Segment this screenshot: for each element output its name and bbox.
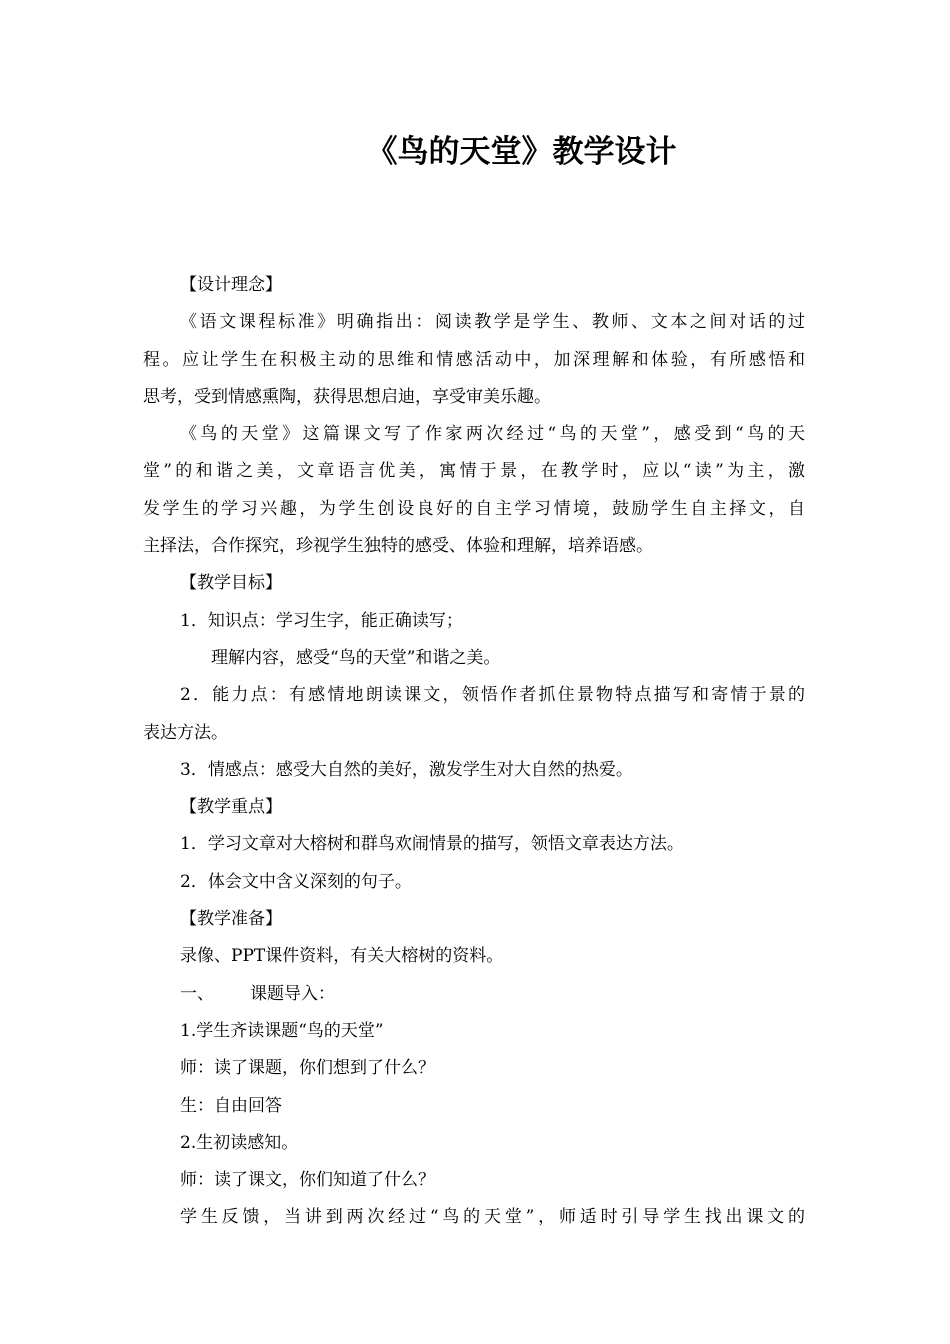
- paragraph-line: 《语文课程标准》明确指出：阅读教学是学生、教师、文本之间对话的过: [180, 312, 805, 333]
- paragraph-line: 录像、PPT课件资料，有关大榕树的资料。: [180, 946, 504, 967]
- list-item: 1．学习文章对大榕树和群鸟欢闹情景的描写，领悟文章表达方法。: [180, 834, 684, 855]
- section-heading-preparation: 【教学准备】: [180, 909, 282, 930]
- paragraph-line: 主择法，合作探究，珍视学生独特的感受、体验和理解，培养语感。: [143, 536, 653, 557]
- paragraph-line: 堂”的和谐之美，文章语言优美，寓情于景，在教学时，应以“读”为主，激: [143, 461, 805, 482]
- section-heading-teaching-goals: 【教学目标】: [180, 573, 282, 594]
- list-item-continuation: 表达方法。: [143, 722, 228, 743]
- paragraph-line: 师：读了课题，你们想到了什么？: [180, 1058, 435, 1079]
- paragraph-line: 师：读了课文，你们知道了什么？: [180, 1170, 435, 1191]
- list-item-continuation: 理解内容，感受“鸟的天堂”和谐之美。: [211, 647, 501, 668]
- list-item: 3．情感点：感受大自然的美好，激发学生对大自然的热爱。: [180, 759, 633, 780]
- paragraph-line: 学生反馈，当讲到两次经过“鸟的天堂”，师适时引导学生找出课文的: [180, 1207, 805, 1228]
- paragraph-line: 2.生初读感知。: [180, 1132, 299, 1153]
- list-item: 2．体会文中含义深刻的句子。: [180, 871, 412, 892]
- paragraph-line: 《鸟的天堂》这篇课文写了作家两次经过“鸟的天堂”，感受到“鸟的天: [180, 424, 805, 445]
- document-body: [143, 267, 805, 1237]
- document-title: 《鸟的天堂》教学设计: [366, 134, 677, 170]
- heading-number: 一、: [180, 983, 214, 1004]
- heading-text: 课题导入：: [250, 983, 335, 1004]
- paragraph-line: 1.学生齐读课题“鸟的天堂”: [180, 1020, 384, 1041]
- section-heading-key-points: 【教学重点】: [180, 797, 282, 818]
- paragraph-line: 程。应让学生在积极主动的思维和情感活动中，加深理解和体验，有所感悟和: [143, 349, 805, 370]
- numbered-heading: [143, 976, 805, 1013]
- paragraph-line: 思考，受到情感熏陶，获得思想启迪，享受审美乐趣。: [143, 386, 551, 407]
- list-item: 2．能力点：有感情地朗读课文，领悟作者抓住景物特点描写和寄情于景的: [180, 685, 805, 706]
- section-heading-design-concept: 【设计理念】: [180, 275, 282, 295]
- paragraph-line: 生：自由回答: [180, 1095, 282, 1116]
- paragraph-line: 发学生的学习兴趣，为学生创设良好的自主学习情境，鼓励学生自主择文，自: [143, 498, 805, 519]
- list-item: 1．知识点：学习生字，能正确读写；: [180, 610, 463, 631]
